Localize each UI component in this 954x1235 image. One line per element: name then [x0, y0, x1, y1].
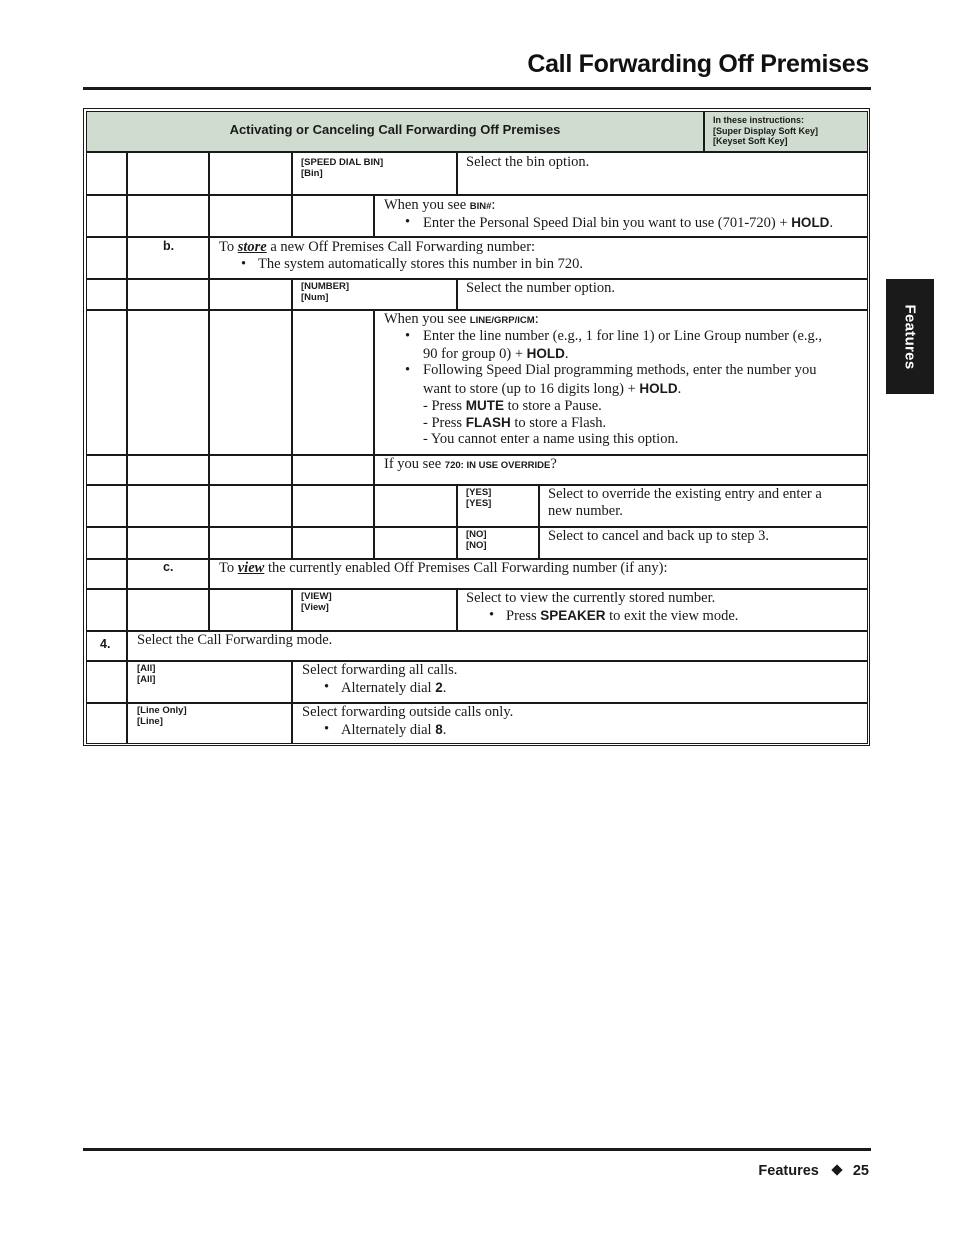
instruction-text: Select to cancel and back up to step 3.: [548, 528, 770, 544]
table-cell: [292, 310, 374, 455]
softkey-cell: [292, 152, 457, 195]
punctuation: .: [442, 722, 447, 738]
table-cell: [127, 589, 209, 631]
title-rule: [83, 87, 871, 90]
description-cell: Select to view the currently stored number. • Press SPEAKER to exit the view mode.: [457, 589, 868, 631]
softkey-label: [Line Only]: [137, 705, 187, 716]
description-cell: Select forwarding all calls. • Alternately dial 2.: [292, 661, 868, 703]
key-name: HOLD: [639, 381, 678, 396]
table-cell: [86, 703, 127, 744]
table-cell: [86, 559, 127, 589]
punctuation: :: [534, 311, 539, 327]
softkey-label: [NO]: [466, 539, 487, 551]
bullet-text: Enter the Personal Speed Dial bin you want to use (701-720) +: [423, 215, 792, 231]
display-prompt: LINE/GRP/ICM: [469, 315, 535, 326]
sub-item-text: - You cannot enter a name using this option.: [423, 431, 679, 447]
bullet-text: Alternately dial: [341, 680, 436, 696]
sub-item-text: to store a Flash.: [510, 415, 607, 431]
instruction-text: Select the bin option.: [466, 154, 590, 170]
softkey-cell: [127, 661, 292, 703]
table-cell: [86, 527, 127, 559]
instruction-text: Select forwarding outside calls only.: [302, 704, 514, 720]
instruction-text: Select the Call Forwarding mode.: [137, 632, 333, 648]
table-header: [86, 111, 704, 152]
header-note-line: In these instructions:: [713, 115, 805, 125]
table-cell: [86, 279, 127, 310]
key-name: MUTE: [465, 398, 504, 413]
table-cell: [86, 485, 127, 527]
table-header-note: [704, 111, 868, 152]
softkey-label: [YES]: [466, 487, 492, 498]
description-cell: [539, 485, 868, 527]
header-note-line: [Keyset Soft Key]: [713, 136, 788, 146]
table-cell: [209, 485, 292, 527]
table-cell: [127, 527, 209, 559]
softkey-label: [Bin]: [301, 167, 323, 179]
page-footer: [758, 1163, 869, 1179]
page-title: Call Forwarding Off Premises: [527, 50, 869, 78]
softkey-label: [Line]: [137, 715, 163, 727]
softkey-cell: [457, 485, 539, 527]
table-cell: [86, 589, 127, 631]
display-prompt: BIN#: [469, 201, 492, 212]
table-cell: [86, 237, 127, 279]
softkey-label: [YES]: [466, 497, 492, 509]
sub-item-text: - Press: [423, 415, 466, 431]
softkey-label: [View]: [301, 601, 329, 613]
side-tab-features: [886, 279, 934, 394]
sub-item-text: to store a Pause.: [503, 398, 602, 414]
description-cell: [539, 527, 868, 559]
table-cell: [209, 152, 292, 195]
step-label: c.: [163, 560, 174, 574]
footer-rule: [83, 1148, 871, 1151]
key-name: FLASH: [465, 415, 511, 430]
description-cell: [374, 455, 868, 485]
softkey-cell: [127, 703, 292, 744]
punctuation: :: [491, 197, 496, 213]
instruction-text: To: [219, 560, 238, 576]
key-name: HOLD: [526, 346, 565, 361]
instruction-text: Select to override the existing entry and enter a: [548, 486, 822, 502]
table-cell: [86, 455, 127, 485]
instruction-text: When you see: [384, 311, 470, 327]
key-name: SPEAKER: [540, 608, 606, 623]
table-cell: [127, 152, 209, 195]
softkey-label: [All]: [137, 673, 156, 685]
display-prompt: 720: IN USE OVERRIDE: [444, 460, 551, 471]
step-label: b.: [163, 239, 175, 253]
bullet-text: Press: [506, 608, 541, 624]
header-note-line: [Super Display Soft Key]: [713, 125, 819, 136]
table-cell: [127, 455, 209, 485]
table-header-title: Activating or Canceling Call Forwarding Off Premises: [229, 122, 561, 137]
instruction-text: To: [219, 239, 238, 255]
table-cell: [209, 455, 292, 485]
table-cell: [86, 195, 127, 237]
instruction-text: When you see: [384, 197, 470, 213]
step-label-cell: [86, 631, 127, 661]
instruction-text: a new Off Premises Call Forwarding number:: [266, 239, 536, 255]
bullet-text: Alternately dial: [341, 722, 436, 738]
description-cell: [127, 631, 868, 661]
side-tab-label: Features: [901, 304, 919, 369]
softkey-label: [NO]: [466, 529, 487, 540]
punctuation: .: [677, 381, 682, 397]
instruction-text: Select forwarding all calls.: [302, 662, 458, 678]
table-cell: [209, 589, 292, 631]
instruction-text: the currently enabled Off Premises Call Forwarding number (if any):: [264, 560, 668, 576]
table-cell: [127, 279, 209, 310]
table-cell: [292, 527, 374, 559]
bullet-text: Following Speed Dial programming methods, enter the number you: [423, 362, 817, 378]
table-cell: [209, 279, 292, 310]
table-cell: [209, 310, 292, 455]
bullet-text: to exit the view mode.: [605, 608, 739, 624]
softkey-label: [All]: [137, 663, 156, 674]
softkey-cell: [457, 527, 539, 559]
description-cell: [457, 152, 868, 195]
table-cell: [127, 485, 209, 527]
footer-section: Features: [758, 1163, 819, 1179]
sub-item-text: - Press: [423, 398, 466, 414]
instruction-text: Select the number option.: [466, 280, 615, 296]
table-cell: [209, 527, 292, 559]
step-label-cell: [127, 559, 209, 589]
table-cell: [292, 455, 374, 485]
softkey-label: [VIEW]: [301, 591, 332, 602]
diamond-icon: [831, 1165, 842, 1176]
punctuation: .: [829, 215, 834, 231]
punctuation: ?: [550, 456, 557, 472]
punctuation: .: [564, 346, 569, 362]
table-cell: [374, 527, 457, 559]
table-cell: [127, 310, 209, 455]
key-name: 8: [435, 722, 443, 737]
bullet-text: Enter the line number (e.g., 1 for line 1) or Line Group number (e.g.,: [423, 328, 823, 344]
table-cell: [292, 485, 374, 527]
emphasis-word: view: [237, 560, 265, 576]
description-cell: [457, 279, 868, 310]
softkey-label: [Num]: [301, 291, 329, 303]
description-cell: When you see BIN#: • Enter the Personal Speed Dial bin you want to use (701-720) + HOLD.: [374, 195, 868, 237]
bullet-text: The system automatically stores this number in bin 720.: [258, 256, 583, 272]
description-cell: When you see LINE/GRP/ICM: • Enter the line number (e.g., 1 for line 1) or Line Group number (e.g., 90 for group 0) + HOLD. • Following Speed Dial programming methods, enter the number you want to store (up to 16 digits long) + HOLD. - Press MUTE to store a Pause. - Press FLASH to store a Flash. - You cannot enter a name using this option.: [374, 310, 868, 455]
description-cell: To store a new Off Premises Call Forwarding number: • The system automatically stores this number in bin 720.: [209, 237, 868, 279]
emphasis-word: store: [237, 239, 267, 255]
key-name: 2: [435, 680, 443, 695]
bullet-text: want to store (up to 16 digits long) +: [423, 381, 640, 397]
step-label-cell: [127, 237, 209, 279]
table-cell: [292, 195, 374, 237]
table-cell: [86, 661, 127, 703]
key-name: HOLD: [791, 215, 830, 230]
table-cell: [86, 152, 127, 195]
softkey-cell: [292, 589, 457, 631]
page-number: 25: [852, 1163, 869, 1179]
table-cell: [374, 485, 457, 527]
table-cell: [127, 195, 209, 237]
softkey-label: [SPEED DIAL BIN]: [301, 157, 384, 168]
instruction-text: Select to view the currently stored number.: [466, 590, 716, 606]
description-cell: Select forwarding outside calls only. • Alternately dial 8.: [292, 703, 868, 744]
instruction-text: If you see: [384, 456, 445, 472]
bullet-text: 90 for group 0) +: [423, 346, 527, 362]
softkey-cell: [292, 279, 457, 310]
softkey-label: [NUMBER]: [301, 281, 350, 292]
description-cell: [209, 559, 868, 589]
punctuation: .: [442, 680, 447, 696]
step-label: 4.: [100, 637, 111, 651]
instruction-text: new number.: [548, 503, 623, 519]
table-cell: [209, 195, 292, 237]
table-cell: [86, 310, 127, 455]
instruction-table: [83, 108, 870, 746]
